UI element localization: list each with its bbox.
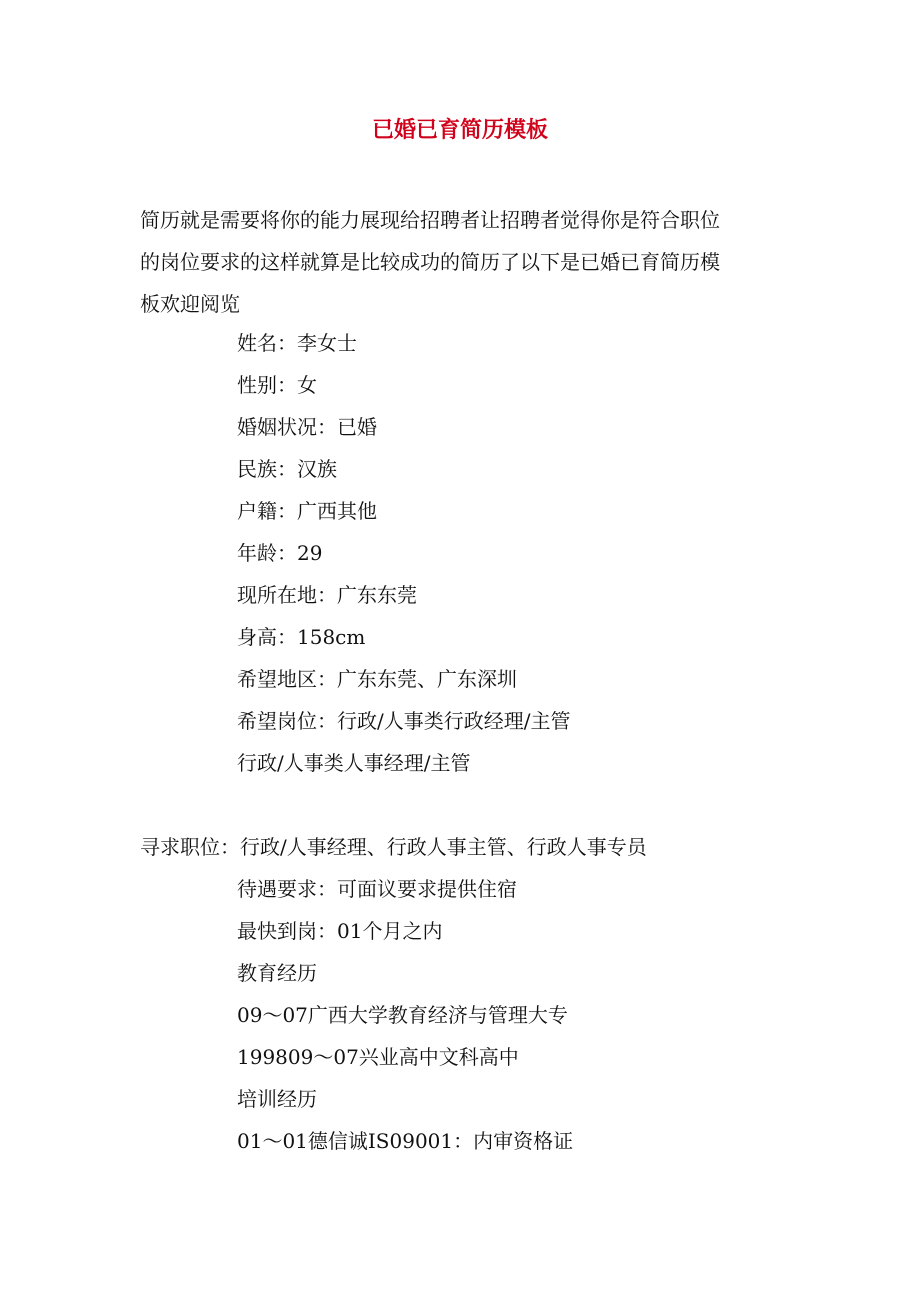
field-earliest-start: 最快到岗：01个月之内 xyxy=(237,919,443,943)
section-heading-training: 培训经历 xyxy=(237,1087,317,1111)
field-desired-area: 希望地区：广东东莞、广东深圳 xyxy=(237,667,517,691)
field-desired-post-continued: 行政/人事类人事经理/主管 xyxy=(237,751,471,775)
field-current-location: 现所在地：广东东莞 xyxy=(237,583,417,607)
field-salary-requirement: 待遇要求：可面议要求提供住宿 xyxy=(237,877,517,901)
education-entry: 09～07广西大学教育经济与管理大专 xyxy=(237,1003,568,1027)
field-hukou: 户籍：广西其他 xyxy=(237,499,377,523)
intro-line: 的岗位要求的这样就算是比较成功的简历了以下是已婚已育简历模 xyxy=(140,250,720,274)
intro-line: 简历就是需要将你的能力展现给招聘者让招聘者觉得你是符合职位 xyxy=(140,208,720,232)
field-gender: 性别：女 xyxy=(237,373,317,397)
section-heading-education: 教育经历 xyxy=(237,961,317,985)
field-height: 身高：158cm xyxy=(237,625,366,649)
field-marital-status: 婚姻状况：已婚 xyxy=(237,415,377,439)
training-entry: 01～01德信诚IS09001：内审资格证 xyxy=(237,1129,574,1153)
document-title: 已婚已育简历模板 xyxy=(371,117,548,143)
field-ethnicity: 民族：汉族 xyxy=(237,457,337,481)
intro-paragraph xyxy=(140,199,790,325)
intro-line: 板欢迎阅览 xyxy=(140,292,240,316)
field-age: 年龄：29 xyxy=(237,541,323,565)
field-desired-post: 希望岗位：行政/人事类行政经理/主管 xyxy=(237,709,571,733)
education-entry: 199809～07兴业高中文科高中 xyxy=(237,1045,519,1069)
field-seeking-position: 寻求职位：行政/人事经理、行政人事主管、行政人事专员 xyxy=(140,835,647,859)
field-name: 姓名：李女士 xyxy=(237,331,357,355)
